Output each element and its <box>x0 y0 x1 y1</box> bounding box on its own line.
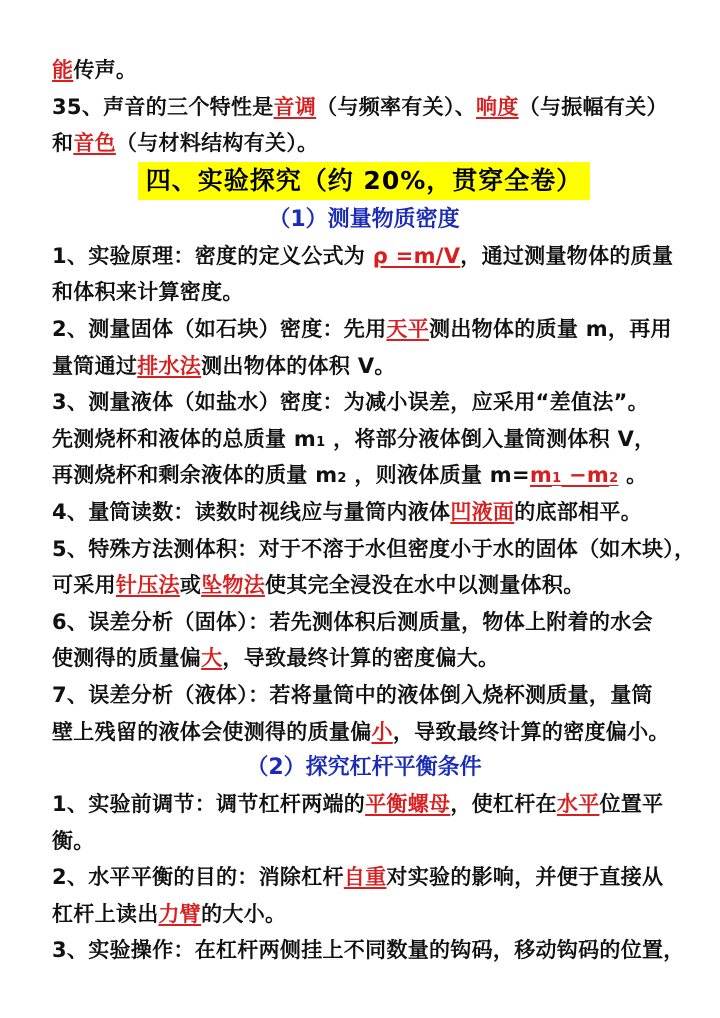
text-segment: 2、水平平衡的目的：消除杠杆 <box>52 865 344 890</box>
text-segment: ，导致最终计算的密度偏小。 <box>392 719 670 744</box>
text-segment: 3、实验操作：在杠杆两侧挂上不同数量的钩码，移动钩码的位置， <box>52 938 685 963</box>
text-line <box>52 823 676 860</box>
text-line <box>52 274 676 311</box>
text-segment: 或 <box>179 573 202 598</box>
text-segment: 量筒通过 <box>52 353 138 378</box>
highlighted-term: 1 <box>552 471 562 487</box>
text-segment: 35、声音的三个特性是 <box>52 94 274 119</box>
text-segment: 衡。 <box>52 828 95 853</box>
text-segment: （与材料结构有关）。 <box>115 131 319 156</box>
text-segment: 传声。 <box>73 58 138 82</box>
text-segment: ，通过测量物体的质量 <box>460 243 674 268</box>
highlighted-term: 能 <box>52 58 74 82</box>
subscript-text: 1 <box>316 434 326 450</box>
text-line <box>52 859 676 896</box>
highlighted-term: −m <box>561 463 610 488</box>
text-segment: 和体积来计算密度。 <box>52 280 244 305</box>
text-line <box>52 786 676 823</box>
text-line <box>52 457 676 494</box>
text-line <box>52 677 676 714</box>
text-segment: 3、测量液体（如盐水）密度：为减小误差，应采用“差值法”。 <box>52 390 649 415</box>
text-segment: ，将部分液体倒入量筒测体积 V， <box>325 426 656 451</box>
text-segment: 4、量筒读数：读数时视线应与量筒内液体 <box>52 499 451 524</box>
highlighted-term: 音色 <box>73 131 116 156</box>
text-segment: 。 <box>618 463 648 488</box>
text-line <box>52 714 676 751</box>
highlighted-term: 音调 <box>273 94 317 119</box>
text-segment: 位置平 <box>599 792 664 817</box>
text-line <box>52 896 676 933</box>
subsection-heading: （2）探究杠杆平衡条件 <box>246 755 482 781</box>
highlighted-term: 天平 <box>386 316 430 341</box>
highlighted-term: m <box>529 463 553 488</box>
text-line <box>52 89 676 126</box>
text-segment: 的大小。 <box>201 901 287 926</box>
highlighted-term: 水平 <box>556 792 600 817</box>
text-segment: ，使杠杆在 <box>450 792 557 817</box>
text-segment: 先测烧杯和液体的总质量 m <box>52 426 317 451</box>
text-segment: 2、测量固体（如石块）密度：先用 <box>52 316 387 341</box>
highlighted-term: 凹液面 <box>450 499 515 524</box>
highlighted-term: ρ =m/V <box>372 243 461 268</box>
text-line <box>52 125 676 162</box>
text-segment: 1、实验原理：密度的定义公式为 <box>52 243 373 268</box>
highlighted-term: 2 <box>609 471 619 487</box>
text-line <box>52 348 676 385</box>
highlighted-term: 小 <box>371 719 393 744</box>
highlighted-term: 力臂 <box>158 901 202 926</box>
text-line <box>52 311 676 348</box>
text-line <box>52 567 676 604</box>
section-heading-row <box>52 162 676 202</box>
highlighted-term: 平衡螺母 <box>365 792 451 817</box>
text-segment: 和 <box>52 131 74 156</box>
text-line <box>52 384 676 421</box>
text-line <box>52 932 685 969</box>
highlighted-term: 自重 <box>343 865 387 890</box>
text-segment: 测出物体的质量 m，再用 <box>429 316 672 341</box>
text-segment: 再测烧杯和剩余液体的质量 m <box>52 463 338 488</box>
highlighted-term: 大 <box>201 646 223 671</box>
subsection-heading: （1）测量物质密度 <box>268 206 460 232</box>
text-segment: 的底部相平。 <box>514 499 643 524</box>
highlighted-term: 坠物法 <box>201 573 266 598</box>
text-segment: ，则液体质量 m= <box>346 463 530 488</box>
text-segment: 杠杆上读出 <box>52 901 159 926</box>
text-segment: 测出物体的体积 V。 <box>201 353 396 378</box>
text-segment: 可采用 <box>52 573 116 598</box>
text-line <box>52 494 676 531</box>
text-segment: 壁上残留的液体会使测得的质量偏 <box>52 719 372 744</box>
text-line <box>52 52 676 89</box>
text-segment: 使其完全浸没在水中以测量体积。 <box>265 573 585 598</box>
text-segment: （与频率有关）、 <box>316 94 477 119</box>
text-segment: 6、误差分析（固体）：若先测体积后测质量，物体上附着的水会 <box>52 609 653 634</box>
highlighted-term: 响度 <box>476 94 519 119</box>
text-line <box>52 604 676 641</box>
text-line <box>52 531 696 568</box>
text-segment: 对实验的影响，并便于直接从 <box>386 865 664 890</box>
text-segment: 5、特殊方法测体积：对于不溶于水但密度小于水的固体（如木块）， <box>52 536 696 561</box>
text-segment: （与振幅有关） <box>518 94 668 119</box>
text-segment: 1、实验前调节：调节杠杆两端的 <box>52 792 366 817</box>
subscript-text: 2 <box>337 471 347 487</box>
text-line <box>52 640 676 677</box>
text-segment: ，导致最终计算的密度偏大。 <box>222 646 500 671</box>
highlighted-term: 针压法 <box>115 573 180 598</box>
highlighted-term: 排水法 <box>137 353 202 378</box>
text-segment: 使测得的质量偏 <box>52 646 202 671</box>
text-line <box>52 421 676 458</box>
text-segment: 7、误差分析（液体）：若将量筒中的液体倒入烧杯测质量，量筒 <box>52 682 653 707</box>
section-heading: 四、实验探究（约 20%，贯穿全卷） <box>138 162 591 200</box>
text-line <box>52 238 676 275</box>
